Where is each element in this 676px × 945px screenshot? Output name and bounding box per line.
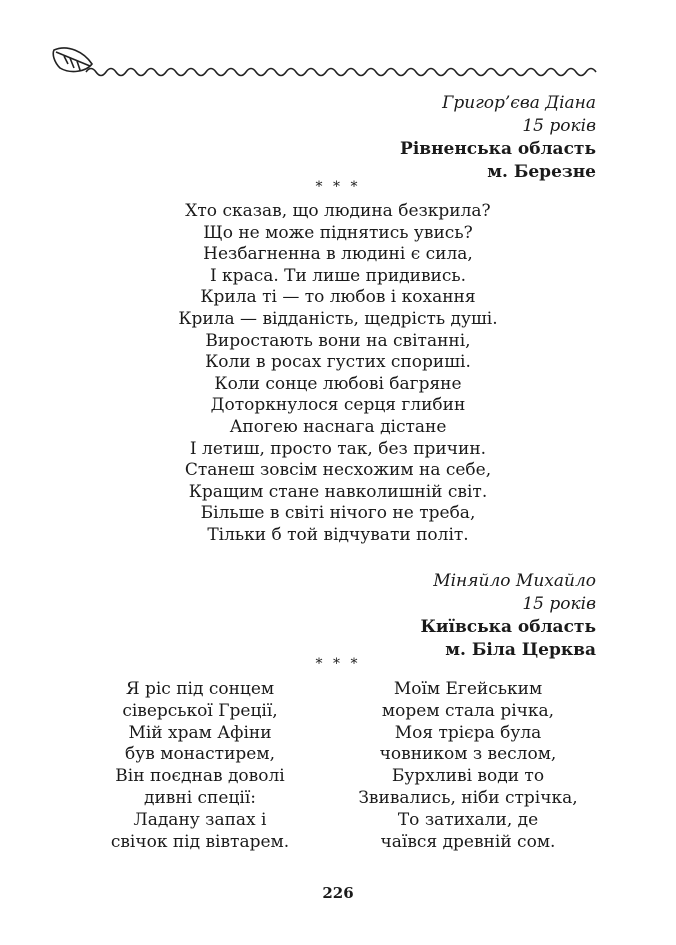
author-name: Міняйло Михайло bbox=[433, 571, 596, 591]
poem-line: морем стала річка, bbox=[381, 700, 555, 721]
poem-1 bbox=[0, 201, 676, 547]
author-age: 15 років bbox=[522, 116, 596, 136]
author-city: м. Біла Церква bbox=[445, 640, 596, 660]
poem-line: Крила — відданість, щедрість душі. bbox=[178, 308, 498, 329]
poem-line: Коли сонце любові багряне bbox=[214, 373, 462, 394]
poem-line: Що не може піднятись увись? bbox=[203, 222, 473, 243]
poem-line: Ладану запах і bbox=[133, 809, 267, 830]
poem-line: Бурхливі води то bbox=[391, 766, 545, 787]
poem-line: Кращим стане навколишній світ. bbox=[188, 481, 488, 502]
author-age: 15 років bbox=[522, 594, 596, 614]
page-number: 226 bbox=[322, 884, 354, 902]
poem-line: Я ріс під сонцем bbox=[125, 679, 275, 699]
decorative-quill-ornament bbox=[50, 42, 600, 82]
author-block-1 bbox=[400, 92, 596, 184]
poem-line: Хто сказав, що людина безкрила? bbox=[185, 201, 491, 221]
author-city: м. Березне bbox=[487, 162, 596, 182]
poem-line: дивні спеції: bbox=[144, 787, 256, 808]
author-name: Григор’єва Діана bbox=[442, 93, 596, 113]
poem-line: Моїм Егейським bbox=[393, 679, 543, 699]
quill-feather-icon bbox=[53, 48, 92, 72]
poem-line: був монастирем, bbox=[125, 744, 275, 765]
author-region: Київська область bbox=[420, 617, 596, 637]
poem-separator: * * * bbox=[315, 179, 361, 195]
poem-line: Коли в росах густих спориші. bbox=[205, 352, 471, 373]
poem-line: Апогею наснага дістане bbox=[229, 416, 447, 437]
poem-line: І краса. Ти лише придивись. bbox=[209, 265, 467, 286]
poem-2-right-column bbox=[340, 679, 596, 853]
poem-line: човником з веслом, bbox=[379, 744, 557, 765]
poem-line: То затихали, де bbox=[397, 809, 539, 830]
poem-line: Виростають вони на світанні, bbox=[205, 330, 471, 351]
poem-line: Доторкнулося серця глибин bbox=[210, 395, 466, 416]
poem-line: Він поєднав доволі bbox=[115, 766, 285, 787]
poem-line: Більше в світі нічого не треба, bbox=[200, 503, 476, 524]
poem-line: Звивались, ніби стрічка, bbox=[358, 787, 578, 808]
poem-line: І летиш, просто так, без причин. bbox=[189, 438, 487, 459]
author-region: Рівненська область bbox=[400, 139, 596, 159]
poem-line: Незбагненна в людині є сила, bbox=[203, 244, 473, 265]
poem-line: сіверської Греції, bbox=[122, 700, 278, 721]
poem-line: чаївся древній сом. bbox=[380, 831, 556, 852]
poem-2-left-column bbox=[80, 679, 320, 853]
poem-line: Тільки б той відчувати політ. bbox=[207, 524, 469, 545]
poem-line: Станеш зовсім несхожим на себе, bbox=[184, 460, 492, 481]
poem-line: Крила ті — то любов і кохання bbox=[200, 287, 476, 308]
author-block-2 bbox=[420, 570, 596, 662]
poem-line: Мій храм Афіни bbox=[128, 722, 272, 743]
wavy-line-divider bbox=[86, 69, 596, 76]
poem-separator: * * * bbox=[315, 656, 361, 672]
poem-line: свічок під вівтарем. bbox=[110, 831, 290, 852]
poem-line: Моя трієра була bbox=[394, 722, 542, 743]
